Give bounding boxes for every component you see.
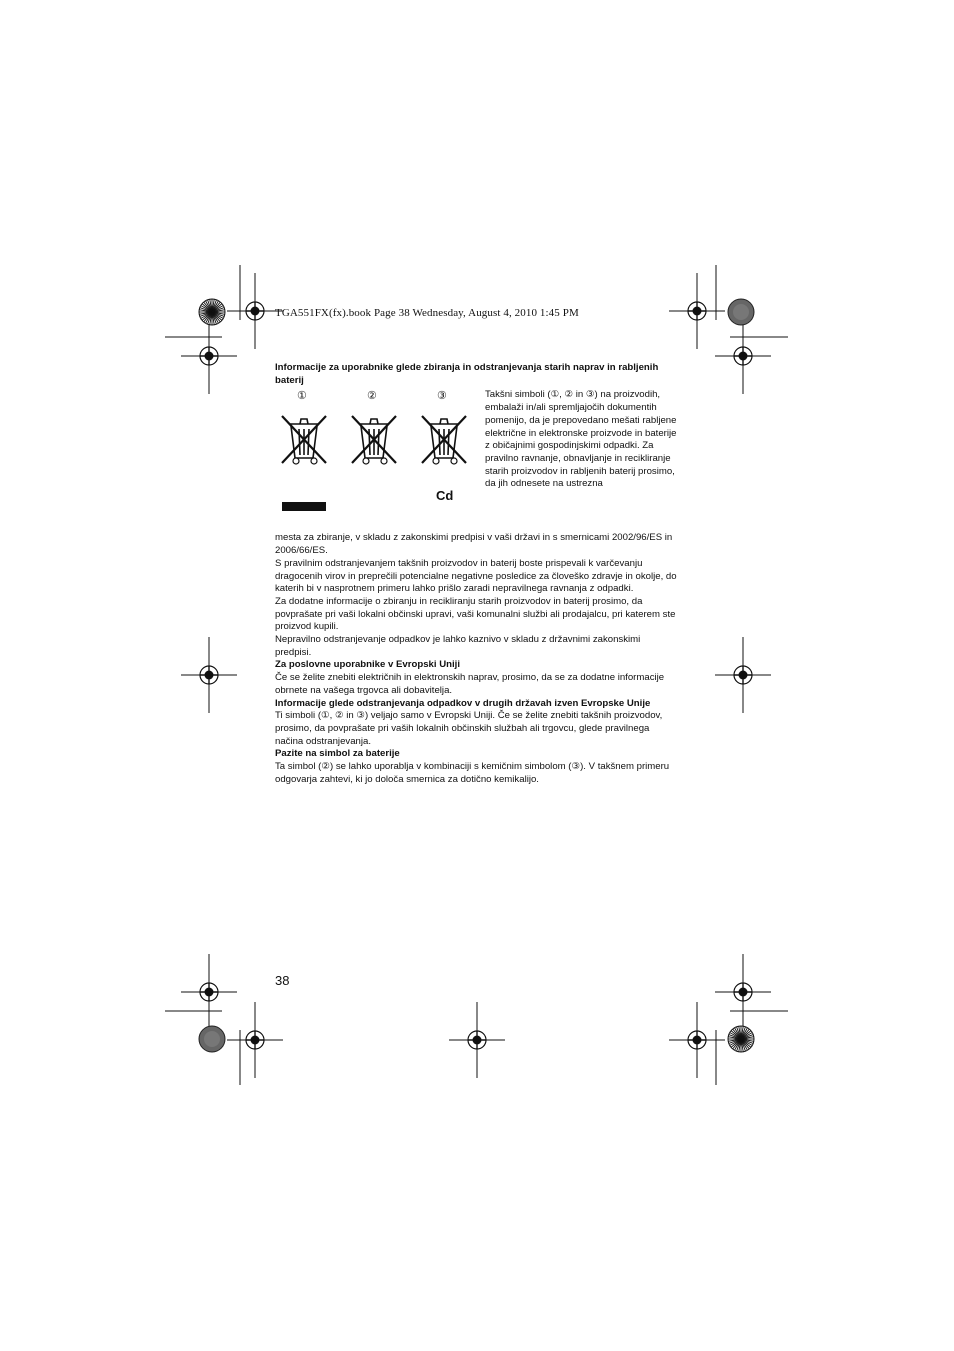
cd-chemical-symbol: Cd <box>436 488 454 504</box>
symbols-and-intro <box>275 389 679 532</box>
symbol-number-2: ② <box>367 390 377 403</box>
paragraph: Ta simbol (②) se lahko uporablja v kombinaciji s kemičnim simbolom (③). V takšnem primeru odgovarja zahtevi, ki jo določa smernica za dotično kemikalijo. <box>275 761 670 785</box>
crossed-bin-icon <box>279 411 329 467</box>
symbol-number-1: ① <box>297 390 307 403</box>
section-title: Informacije za uporabnike glede zbiranja in odstranjevanja starih naprav in rabljenih baterij <box>275 362 659 386</box>
subheading-business-users: Za poslovne uporabnike v Evropski Uniji <box>275 659 460 671</box>
intro-paragraph: Takšni simboli (①, ② in ③) na proizvodih, embalaži in/ali spremljajočih dokumentih pomenijo, da je prepovedano mešati rabljene električne in elektronske proizvode in baterije z običajnimi gospodinjskimi odpadki. Za pravilno ravnanje, obnavljanje in recikliranje starih proizvodov in rabljenih baterij prosimo, da jih odnesete na ustrezna <box>485 389 677 490</box>
subheading-battery-symbol: Pazite na simbol za baterije <box>275 748 400 760</box>
page-number: 38 <box>275 973 290 988</box>
paragraph: Nepravilno odstranjevanje odpadkov je lahko kaznivo v skladu z državnimi zakonskimi predpisi. <box>275 634 641 658</box>
paragraph: Za dodatne informacije o zbiranju in recikliranju starih proizvodov in baterij prosimo, da povprašate pri vaši lokalni občinski upravi, vaši komunalni službi ali prodajalcu, pri katerem ste proizvod kupili. <box>275 595 676 633</box>
page-content <box>275 362 679 786</box>
paragraph: S pravilnim odstranjevanjem takšnih proizvodov in baterij boste prispevali k varčevanju dragocenih virov in preprečili potencialne negativne posledice za človeško zdravje in okolje, do katerih bi v nasprotnem primeru lahko prišlo zaradi nepravilnega ravnanja z odpadki. <box>275 557 677 595</box>
paragraph: Če se želite znebiti električnih in elektronskih naprav, prosimo, da se za dodatne informacije obrnete na vašega trgovca ali dobavitelja. <box>275 672 665 696</box>
intro-paragraph-continued: mesta za zbiranje, v skladu z zakonskimi predpisi v vaši državi in s smernicami 2002/96/ES in 2006/66/ES. <box>275 532 673 557</box>
book-header-line: TGA551FX(fx).book Page 38 Wednesday, August 4, 2010 1:45 PM <box>275 307 579 319</box>
crossed-bin-icon <box>349 411 399 467</box>
subheading-outside-eu: Informacije glede odstranjevanja odpadkov v drugih državah izven Evropske Unije <box>275 697 651 709</box>
disposal-symbols <box>275 389 475 524</box>
paragraph: Ti simboli (①, ② in ③) veljajo samo v Evropski Uniji. Če se želite znebiti takšnih proizvodov, prosimo, da povprašate pri vaših lokalnih občinskih službah ali trgovcu, glede pravilnega načina odstranjevanja. <box>275 710 663 747</box>
symbol-number-3: ③ <box>437 390 447 403</box>
solid-bar-marker <box>282 502 326 511</box>
crossed-bin-icon <box>419 411 469 467</box>
